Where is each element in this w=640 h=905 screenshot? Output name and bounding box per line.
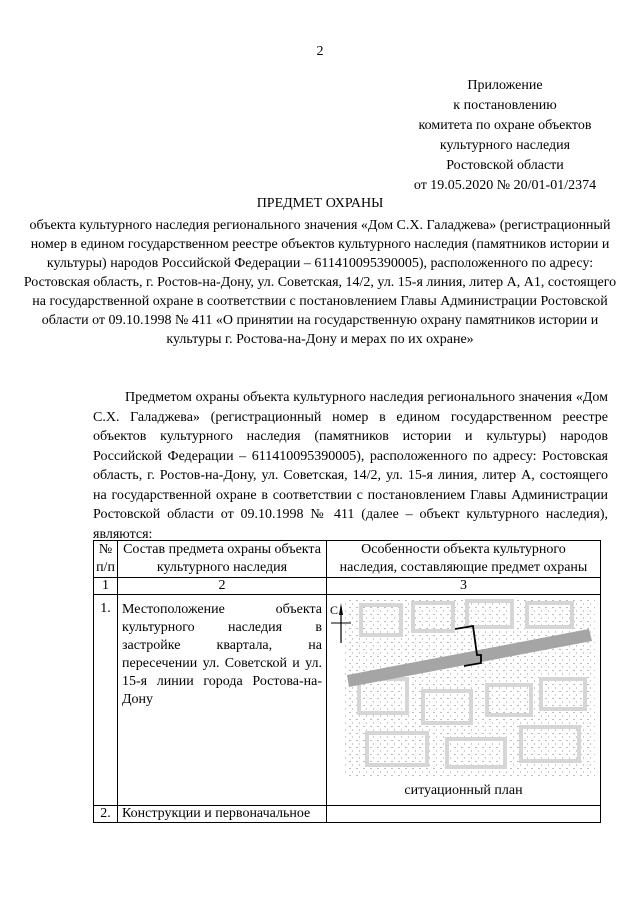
appendix-line: комитета по охране объектов bbox=[418, 118, 592, 133]
colnum-3: 3 bbox=[327, 578, 601, 595]
colnum-1: 1 bbox=[94, 578, 118, 595]
header-composition: Состав предмета охраны объекта культурного наследия bbox=[118, 541, 327, 578]
header-features: Особенности объекта культурного наследия, составляющие предмет охраны bbox=[327, 541, 601, 578]
situation-plan bbox=[327, 595, 600, 805]
situation-plan-caption: ситуационный план bbox=[404, 783, 523, 798]
row-composition: Местоположение объекта культурного наследия в застройке квартала, на пересечении ул. Советской и ул. 15-я линии города Ростова-на-Дону bbox=[118, 595, 327, 806]
compass-label: С bbox=[330, 603, 339, 617]
document-title: ПРЕДМЕТ ОХРАНЫ bbox=[256, 196, 384, 211]
situation-map-image bbox=[327, 599, 600, 777]
appendix-line: культурного наследия bbox=[439, 138, 571, 153]
colnum-2: 2 bbox=[118, 578, 327, 595]
header-num: № п/п bbox=[94, 541, 118, 578]
table-colnum-row bbox=[94, 578, 601, 595]
table-header-row bbox=[94, 541, 601, 578]
table-row bbox=[94, 595, 601, 806]
document-subtitle: объекта культурного наследия регионального значения «Дом С.Х. Галаджева» (регистрационный номер в едином государственном реестре объектов культурного наследия (памятников истории и культуры) народов Российской Федерации – 611410095390005), расположенного по адресу: Ростовская область, г. Ростов-на-Дону, ул. Советская, 14/2, ул. 15-я линия, литер А, А1, состоящего на государственной охране в соответствии с постановлением Главы Администрации Ростовской области от 09.10.1998 № 411 «О принятии на государственную охрану памятников истории и культуры г. Ростова-на-Дону и мерах по их охране» bbox=[23, 218, 617, 347]
row-features bbox=[327, 806, 601, 823]
appendix-line: к постановлению bbox=[453, 98, 557, 113]
appendix-line: Ростовской области bbox=[446, 158, 564, 173]
appendix-line: от 19.05.2020 № 20/01-01/2374 bbox=[413, 178, 597, 193]
row-num: 2. bbox=[94, 806, 118, 823]
appendix-line: Приложение bbox=[467, 78, 543, 93]
protection-table bbox=[93, 540, 601, 823]
table-row bbox=[94, 806, 601, 823]
row-composition: Конструкции и первоначальное bbox=[118, 806, 327, 823]
row-features bbox=[327, 595, 601, 806]
body-paragraph bbox=[93, 388, 608, 544]
appendix-block bbox=[380, 76, 630, 196]
page-number: 2 bbox=[316, 44, 324, 59]
body-text: Предметом охраны объекта культурного наследия регионального значения «Дом С.Х. Галаджева» (регистрационный номер в едином государственном реестре объектов культурного наследия (памятников истории и культуры) народов Российской Федерации – 611410095390005), расположенного по адресу: Ростовская область, г. Ростов-на-Дону, ул. Советская, 14/2, ул. 15-я линия, литер А, состоящего на государственной охране в соответствии с постановлением Главы Администрации Ростовской области от 09.10.1998 № 411 (далее – объект культурного наследия), являются: bbox=[93, 390, 608, 542]
row-num: 1. bbox=[94, 595, 118, 806]
